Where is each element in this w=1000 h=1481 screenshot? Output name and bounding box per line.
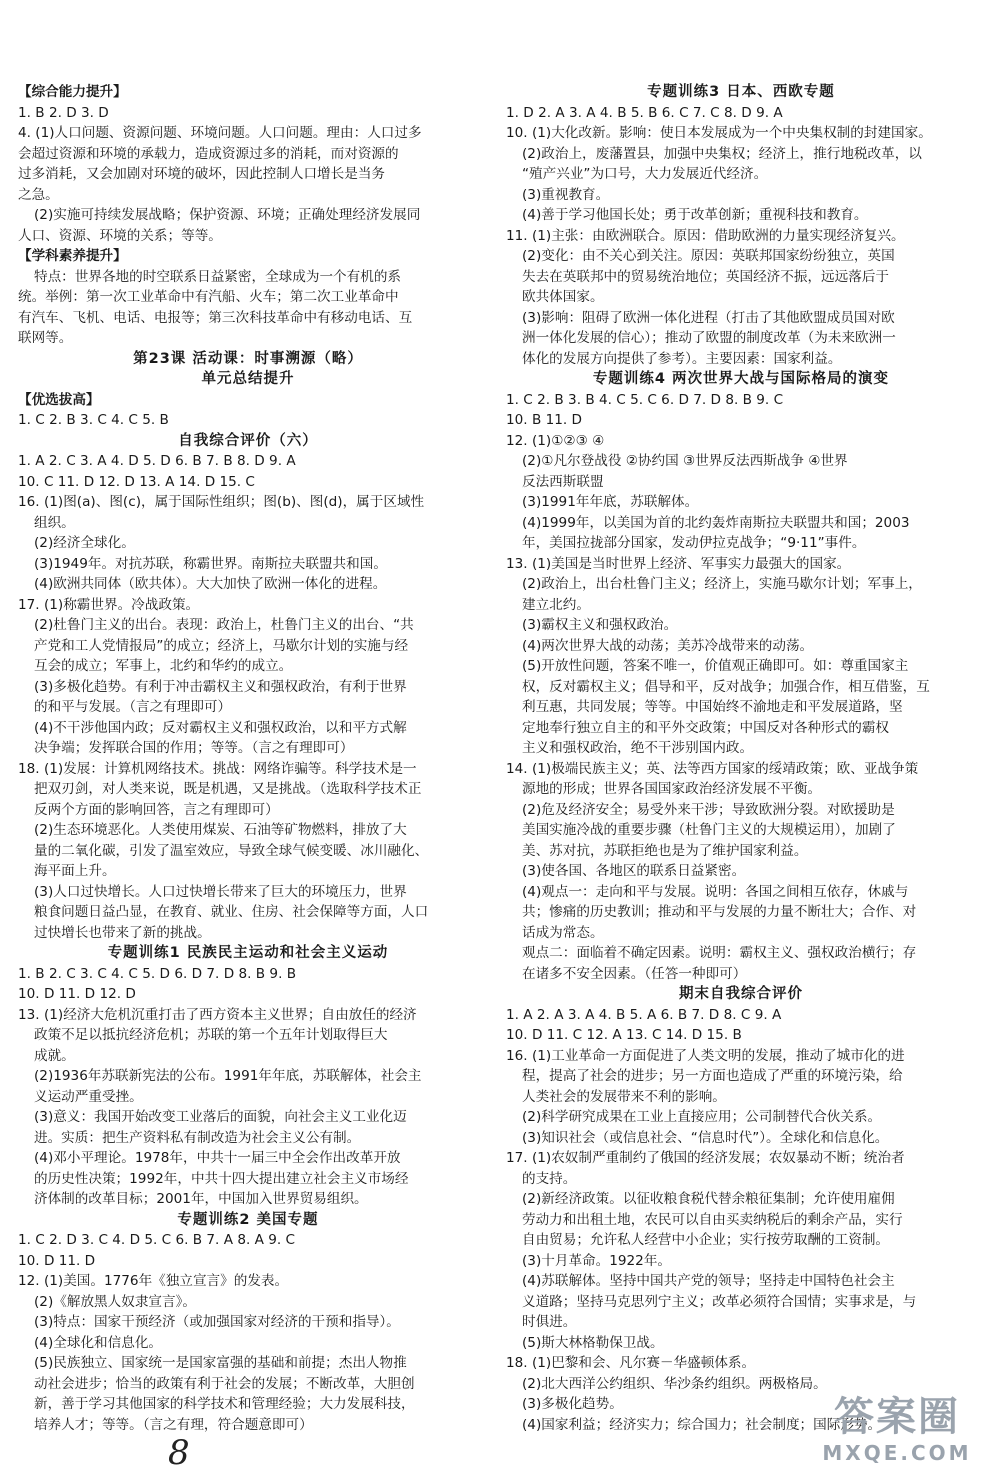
answer-line: 1. D 2. A 3. A 4. B 5. B 6. C 7. C 8. D 9. A bbox=[506, 104, 783, 121]
answer-line: (3)十月革命。1922年。 bbox=[522, 1252, 672, 1269]
answer-line: (4)苏联解体。坚持中国共产党的领导；坚持走中国特色社会主 bbox=[522, 1273, 895, 1289]
answer-line: 之急。 bbox=[18, 186, 59, 203]
answer-line: 劳动力和出租土地，农民可以自由买卖纳税后的剩余产品，实行 bbox=[522, 1211, 903, 1228]
answer-line: (2)政治上，废藩置县，加强中央集权；经济上，推行地税改革，以 bbox=[522, 145, 922, 162]
answer-line: (4)欧洲共同体（欧共体）。大大加快了欧洲一体化的进程。 bbox=[34, 576, 387, 592]
answer-line: 10. D 11. C 12. A 13. C 14. D 15. B bbox=[506, 1027, 742, 1043]
answer-line: 年，美国拉拢部分国家，发动伊拉克战争；“9·11”事件。 bbox=[522, 535, 866, 551]
answer-line: 义运动严重受挫。 bbox=[34, 1088, 143, 1105]
answer-line: 时俱进。 bbox=[522, 1314, 577, 1330]
answer-line: 12. (1)美国。1776年《独立宣言》的发表。 bbox=[18, 1273, 289, 1289]
answer-line: 17. (1)农奴制严重制约了俄国的经济发展；农奴暴动不断；统治者 bbox=[506, 1150, 905, 1166]
answer-line: 4. (1)人口问题、资源问题、环境问题。人口问题。理由：人口过多 bbox=[18, 125, 422, 141]
answer-line: 16. (1)图(a)、图(c)，属于国际性组织；图(b)、图(d)，属于区域性 bbox=[18, 494, 425, 510]
answer-line: (2)北大西洋公约组织、华沙条约组织。两极格局。 bbox=[522, 1375, 827, 1392]
answer-line: 14. (1)极端民族主义；英、法等西方国家的绥靖政策；欧、亚战争策 bbox=[506, 760, 919, 777]
answer-line: “殖产兴业”为口号，大力发展近代经济。 bbox=[522, 166, 768, 182]
answer-line: 反两个方面的影响回答，言之有理即可） bbox=[34, 801, 279, 818]
answer-line: (2)实施可持续发展战略；保护资源、环境；正确处理经济发展同 bbox=[34, 207, 421, 223]
answer-line: 海平面上升。 bbox=[34, 863, 116, 879]
answer-line: (4)1999年，以美国为首的北约轰炸南斯拉夫联盟共和国；2003 bbox=[522, 514, 910, 531]
answer-line: 1. B 2. C 3. C 4. C 5. D 6. D 7. D 8. B 9. B bbox=[18, 965, 297, 982]
watermark-site-url: MXQE.COM bbox=[822, 1441, 972, 1465]
section-title: 自我综合评价（六） bbox=[178, 432, 318, 449]
answer-line: 18. (1)发展：计算机网络技术。挑战：网络诈骗等。科学技术是一 bbox=[18, 760, 417, 777]
answer-line: 13. (1)经济大危机沉重打击了西方资本主义世界；自由放任的经济 bbox=[18, 1006, 417, 1023]
answer-line: 政策不足以抵抗经济危机；苏联的第一个五年计划取得巨大 bbox=[34, 1027, 388, 1043]
answer-line: (5)斯大林格勒保卫战。 bbox=[522, 1334, 664, 1351]
answer-line: (4)国家利益；经济实力；综合国力；社会制度；国际形势。 bbox=[522, 1416, 882, 1433]
answer-line: (3)多极化趋势。有利于冲击霸权主义和强权政治，有利于世界 bbox=[34, 678, 407, 695]
answer-line: (3)1991年年底，苏联解体。 bbox=[522, 494, 699, 510]
answer-line: (3)重视教育。 bbox=[522, 186, 610, 203]
answer-line: (4)全球化和信息化。 bbox=[34, 1334, 163, 1351]
answer-column-right bbox=[506, 82, 976, 1435]
answer-line: 12. (1)①②③ ④ bbox=[506, 432, 605, 449]
answer-line: 1. A 2. C 3. A 4. D 5. D 6. B 7. B 8. D 9. A bbox=[18, 453, 296, 469]
answer-line: 决争端；发挥联合国的作用；等等。（言之有理即可） bbox=[34, 740, 354, 756]
answer-line: 统。举例：第一次工业革命中有汽船、火车；第二次工业革命中 bbox=[18, 289, 399, 305]
answer-line: 特点：世界各地的时空联系日益紧密，全球成为一个有机的系 bbox=[34, 268, 402, 285]
answer-line: 济体制的改革目标；2001年，中国加入世界贸易组织。 bbox=[34, 1191, 368, 1207]
answer-line: 有汽车、飞机、电话、电报等；第三次科技革命中有移动电话、互 bbox=[18, 309, 413, 326]
answer-line: 新，善于学习其他国家的科学技术和管理经验；大力发展科技， bbox=[34, 1396, 415, 1412]
answer-line: 过快增长也带来了新的挑战。 bbox=[34, 924, 211, 941]
answer-line: 建立北约。 bbox=[522, 596, 590, 613]
watermark-logo-text: 答案圈 bbox=[834, 1394, 960, 1440]
answer-line: 1. A 2. A 3. A 4. B 5. A 6. B 7. D 8. C 9. A bbox=[506, 1006, 782, 1023]
answer-line: 1. C 2. D 3. C 4. D 5. C 6. B 7. A 8. A 9. C bbox=[18, 1232, 296, 1248]
answer-line: 程，提高了社会的进步；另一方面也造成了严重的环境污染，给 bbox=[522, 1068, 903, 1084]
answer-line: 洲一体化发展的信心）；推动了欧盟的制度改革（为未来欧洲一 bbox=[522, 330, 896, 346]
answer-line: (2)变化：由不关心到关注。原因：英联邦国家纷纷独立，英国 bbox=[522, 248, 895, 264]
answer-line: (2)政治上，出台杜鲁门主义；经济上，实施马歇尔计划；军事上， bbox=[522, 576, 922, 592]
answer-line: 利互惠，共同发展；等等。中国始终不渝地走和平发展道路，坚 bbox=[522, 699, 903, 715]
answer-line: 自由贸易；允许私人经营中小企业；实行按劳取酬的工资制。 bbox=[522, 1232, 890, 1248]
answer-line: (3)1949年。对抗苏联，称霸世界。南斯拉夫联盟共和国。 bbox=[34, 555, 387, 572]
answer-line: 源地的形成；世界各国国家政治经济发展不平衡。 bbox=[522, 781, 822, 797]
answer-line: (2)生态环境恶化。人类使用煤炭、石油等矿物燃料，排放了大 bbox=[34, 822, 407, 838]
answer-line: 培养人才；等等。（言之有理，符合题意即可） bbox=[34, 1416, 313, 1433]
answer-line: (4)邓小平理论。1978年，中共十一届三中全会作出改革开放 bbox=[34, 1150, 401, 1166]
section-title: 期末自我综合评价 bbox=[679, 986, 803, 1002]
answer-line: 的支持。 bbox=[522, 1170, 577, 1187]
answer-line: 1. C 2. B 3. B 4. C 5. C 6. D 7. D 8. B 9. C bbox=[506, 391, 784, 408]
answer-line: 10. D 11. D 12. D bbox=[18, 986, 136, 1002]
answer-line: 会超过资源和环境的承载力，造成资源过多的消耗，而对资源的 bbox=[18, 145, 399, 162]
answer-line: 10. B 11. D bbox=[506, 412, 582, 428]
answer-line: (2)1936年苏联新宪法的公布。1991年年底，苏联解体，社会主 bbox=[34, 1068, 422, 1084]
answer-line: (5)开放性问题，答案不唯一，价值观正确即可。如：尊重国家主 bbox=[522, 658, 909, 674]
answer-line: 16. (1)工业革命一方面促进了人类文明的发展，推动了城市化的进 bbox=[506, 1047, 905, 1064]
answer-line: 产党和工人党情报局”的成立；经济上，马歇尔计划的实施与经 bbox=[34, 637, 409, 654]
answer-line: (3)使各国、各地区的联系日益紧密。 bbox=[522, 863, 746, 879]
answer-line: 组织。 bbox=[34, 514, 75, 531]
answer-line: 11. (1)主张：由欧洲联合。原因：借助欧洲的力量实现经济复兴。 bbox=[506, 227, 905, 244]
answer-line: 美国实施冷战的重要步骤（杜鲁门主义的大规模运用），加剧了 bbox=[522, 822, 896, 838]
answer-line: 主义和强权政治，绝不干涉别国内政。 bbox=[522, 740, 754, 756]
answer-line: (3)霸权主义和强权政治。 bbox=[522, 617, 678, 633]
answer-line: 18. (1)巴黎和会、凡尔赛－华盛顿体系。 bbox=[506, 1355, 756, 1371]
page-number: 8 bbox=[168, 1433, 190, 1473]
answer-line: 共；惨痛的历史教训；推动和平与发展的力量不断壮大；合作、对 bbox=[522, 904, 917, 920]
answer-line: (2)杜鲁门主义的出台。表现：政治上，杜鲁门主义的出台、“共 bbox=[34, 617, 414, 633]
answer-line: 反法西斯联盟 bbox=[522, 473, 604, 490]
section-title: 专题训练3 日本、西欧专题 bbox=[647, 84, 835, 100]
answer-line: (2)新经济政策。以征收粮食税代替余粮征集制；允许使用雇佣 bbox=[522, 1191, 895, 1207]
answer-line: 人类社会的发展带来不利的影响。 bbox=[522, 1088, 726, 1105]
answer-line: (3)特点：国家干预经济（或加强国家对经济的干预和指导）。 bbox=[34, 1314, 400, 1330]
answer-line: (2)经济全球化。 bbox=[34, 535, 135, 551]
answer-line: (2)科学研究成果在工业上直接应用；公司制替代合伙关系。 bbox=[522, 1109, 882, 1125]
answer-line: 进。实质：把生产资料私有制改造为社会主义公有制。 bbox=[34, 1129, 361, 1146]
answer-line: 观点二：面临着不确定因素。说明：霸权主义、强权政治横行；存 bbox=[522, 945, 917, 961]
section-heading: 【学科素养提升】 bbox=[18, 248, 127, 264]
answer-line: (3)多极化趋势。 bbox=[522, 1396, 623, 1412]
answer-line: 的和平与发展。（言之有理即可） bbox=[34, 699, 232, 715]
answer-line: 量的二氧化碳，引发了温室效应，导致全球气候变暖、冰川融化、 bbox=[34, 842, 429, 859]
answer-line: 在诸多不安全因素。（任答一种即可） bbox=[522, 965, 747, 982]
answer-line: 失去在英联邦中的贸易统治地位；英国经济不振，远远落后于 bbox=[522, 268, 890, 285]
answer-column-left bbox=[18, 82, 478, 1435]
answer-line: 1. C 2. B 3. C 4. C 5. B bbox=[18, 412, 169, 428]
answer-line: 体化的发展方向提供了参考）。主要因素：国家利益。 bbox=[522, 350, 842, 367]
answer-line: 成就。 bbox=[34, 1047, 75, 1064]
answer-line: (5)民族独立、国家统一是国家富强的基础和前提；杰出人物推 bbox=[34, 1355, 407, 1371]
answer-line: 10. D 11. D bbox=[18, 1252, 96, 1269]
answer-line: 1. B 2. D 3. D bbox=[18, 104, 109, 121]
answer-line: 动社会进步；恰当的政策有利于社会的发展；不断改革，大胆创 bbox=[34, 1375, 415, 1392]
answer-line: (3)人口过快增长。人口过快增长带来了巨大的环境压力，世界 bbox=[34, 883, 407, 900]
answer-line: 过多消耗，又会加剧对环境的破坏，因此控制人口增长是当务 bbox=[18, 166, 386, 182]
answer-line: (4)善于学习他国长处；勇于改革创新；重视科技和教育。 bbox=[522, 207, 868, 223]
answer-line: 的历史性决策；1992年，中共十四大提出建立社会主义市场经 bbox=[34, 1170, 409, 1187]
section-title: 单元总结提升 bbox=[201, 371, 295, 387]
answer-line: 权，反对霸权主义；倡导和平，反对战争；加强合作，相互借鉴，互 bbox=[522, 678, 930, 695]
answer-line: 10. C 11. D 12. D 13. A 14. D 15. C bbox=[18, 473, 255, 490]
answer-line: 13. (1)美国是当时世界上经济、军事实力最强大的国家。 bbox=[506, 555, 851, 572]
section-heading: 【优选拔高】 bbox=[18, 391, 100, 408]
answer-line: (2)《解放黑人奴隶宣言》。 bbox=[34, 1293, 196, 1310]
answer-line: (2)危及经济安全；易受外来干涉；导致欧洲分裂。对欧援助是 bbox=[522, 801, 895, 818]
answer-line: (2)①凡尔登战役 ②协约国 ③世界反法西斯战争 ④世界 bbox=[522, 453, 848, 469]
answer-line: 17. (1)称霸世界。冷战政策。 bbox=[18, 596, 200, 613]
answer-line: (4)不干涉他国内政；反对霸权主义和强权政治，以和平方式解 bbox=[34, 719, 407, 736]
answer-line: 美、苏对抗，苏联拒绝也是为了维护国家利益。 bbox=[522, 842, 808, 859]
answer-line: 把双刃剑，对人类来说，既是机遇，又是挑战。（选取科学技术正 bbox=[34, 781, 422, 797]
answer-line: (4)观点一：走向和平与发展。说明：各国之间相互依存，休戚与 bbox=[522, 883, 909, 900]
section-title: 专题训练4 两次世界大战与国际格局的演变 bbox=[592, 371, 890, 387]
answer-line: 联网等。 bbox=[18, 330, 73, 346]
answer-line: (3)影响：阻碍了欧洲一体化进程（打击了其他欧盟成员国对欧 bbox=[522, 309, 895, 326]
answer-line: 话成为常态。 bbox=[522, 924, 604, 941]
answer-line: 义道路；坚持马克思列宁主义；改革必须符合国情；实事求是，与 bbox=[522, 1293, 917, 1310]
site-watermark bbox=[812, 1393, 982, 1469]
section-title: 专题训练1 民族民主运动和社会主义运动 bbox=[107, 945, 389, 961]
answer-line: 10. (1)大化改新。影响：使日本发展成为一个中央集权制的封建国家。 bbox=[506, 125, 932, 141]
answer-line: (4)两次世界大战的动荡；美苏冷战带来的动荡。 bbox=[522, 637, 814, 654]
answer-line: 互会的成立；军事上，北约和华约的成立。 bbox=[34, 658, 293, 674]
section-title: 专题训练2 美国专题 bbox=[177, 1211, 319, 1228]
answer-line: 欧共体国家。 bbox=[522, 289, 604, 305]
section-title: 第23课 活动课：时事溯源（略） bbox=[133, 350, 363, 367]
answer-line: 定地奉行独立自主的和平外交政策；中国反对各种形式的霸权 bbox=[522, 719, 890, 736]
answer-line: (3)知识社会（或信息社会、“信息时代”）。全球化和信息化。 bbox=[522, 1129, 889, 1146]
section-heading: 【综合能力提升】 bbox=[18, 84, 127, 100]
answer-line: (3)意义：我国开始改变工业落后的面貌，向社会主义工业化迈 bbox=[34, 1109, 407, 1125]
answer-line: 人口、资源、环境的关系；等等。 bbox=[18, 227, 222, 244]
answer-line: 粮食问题日益凸显，在教育、就业、住房、社会保障等方面，人口 bbox=[34, 904, 429, 920]
